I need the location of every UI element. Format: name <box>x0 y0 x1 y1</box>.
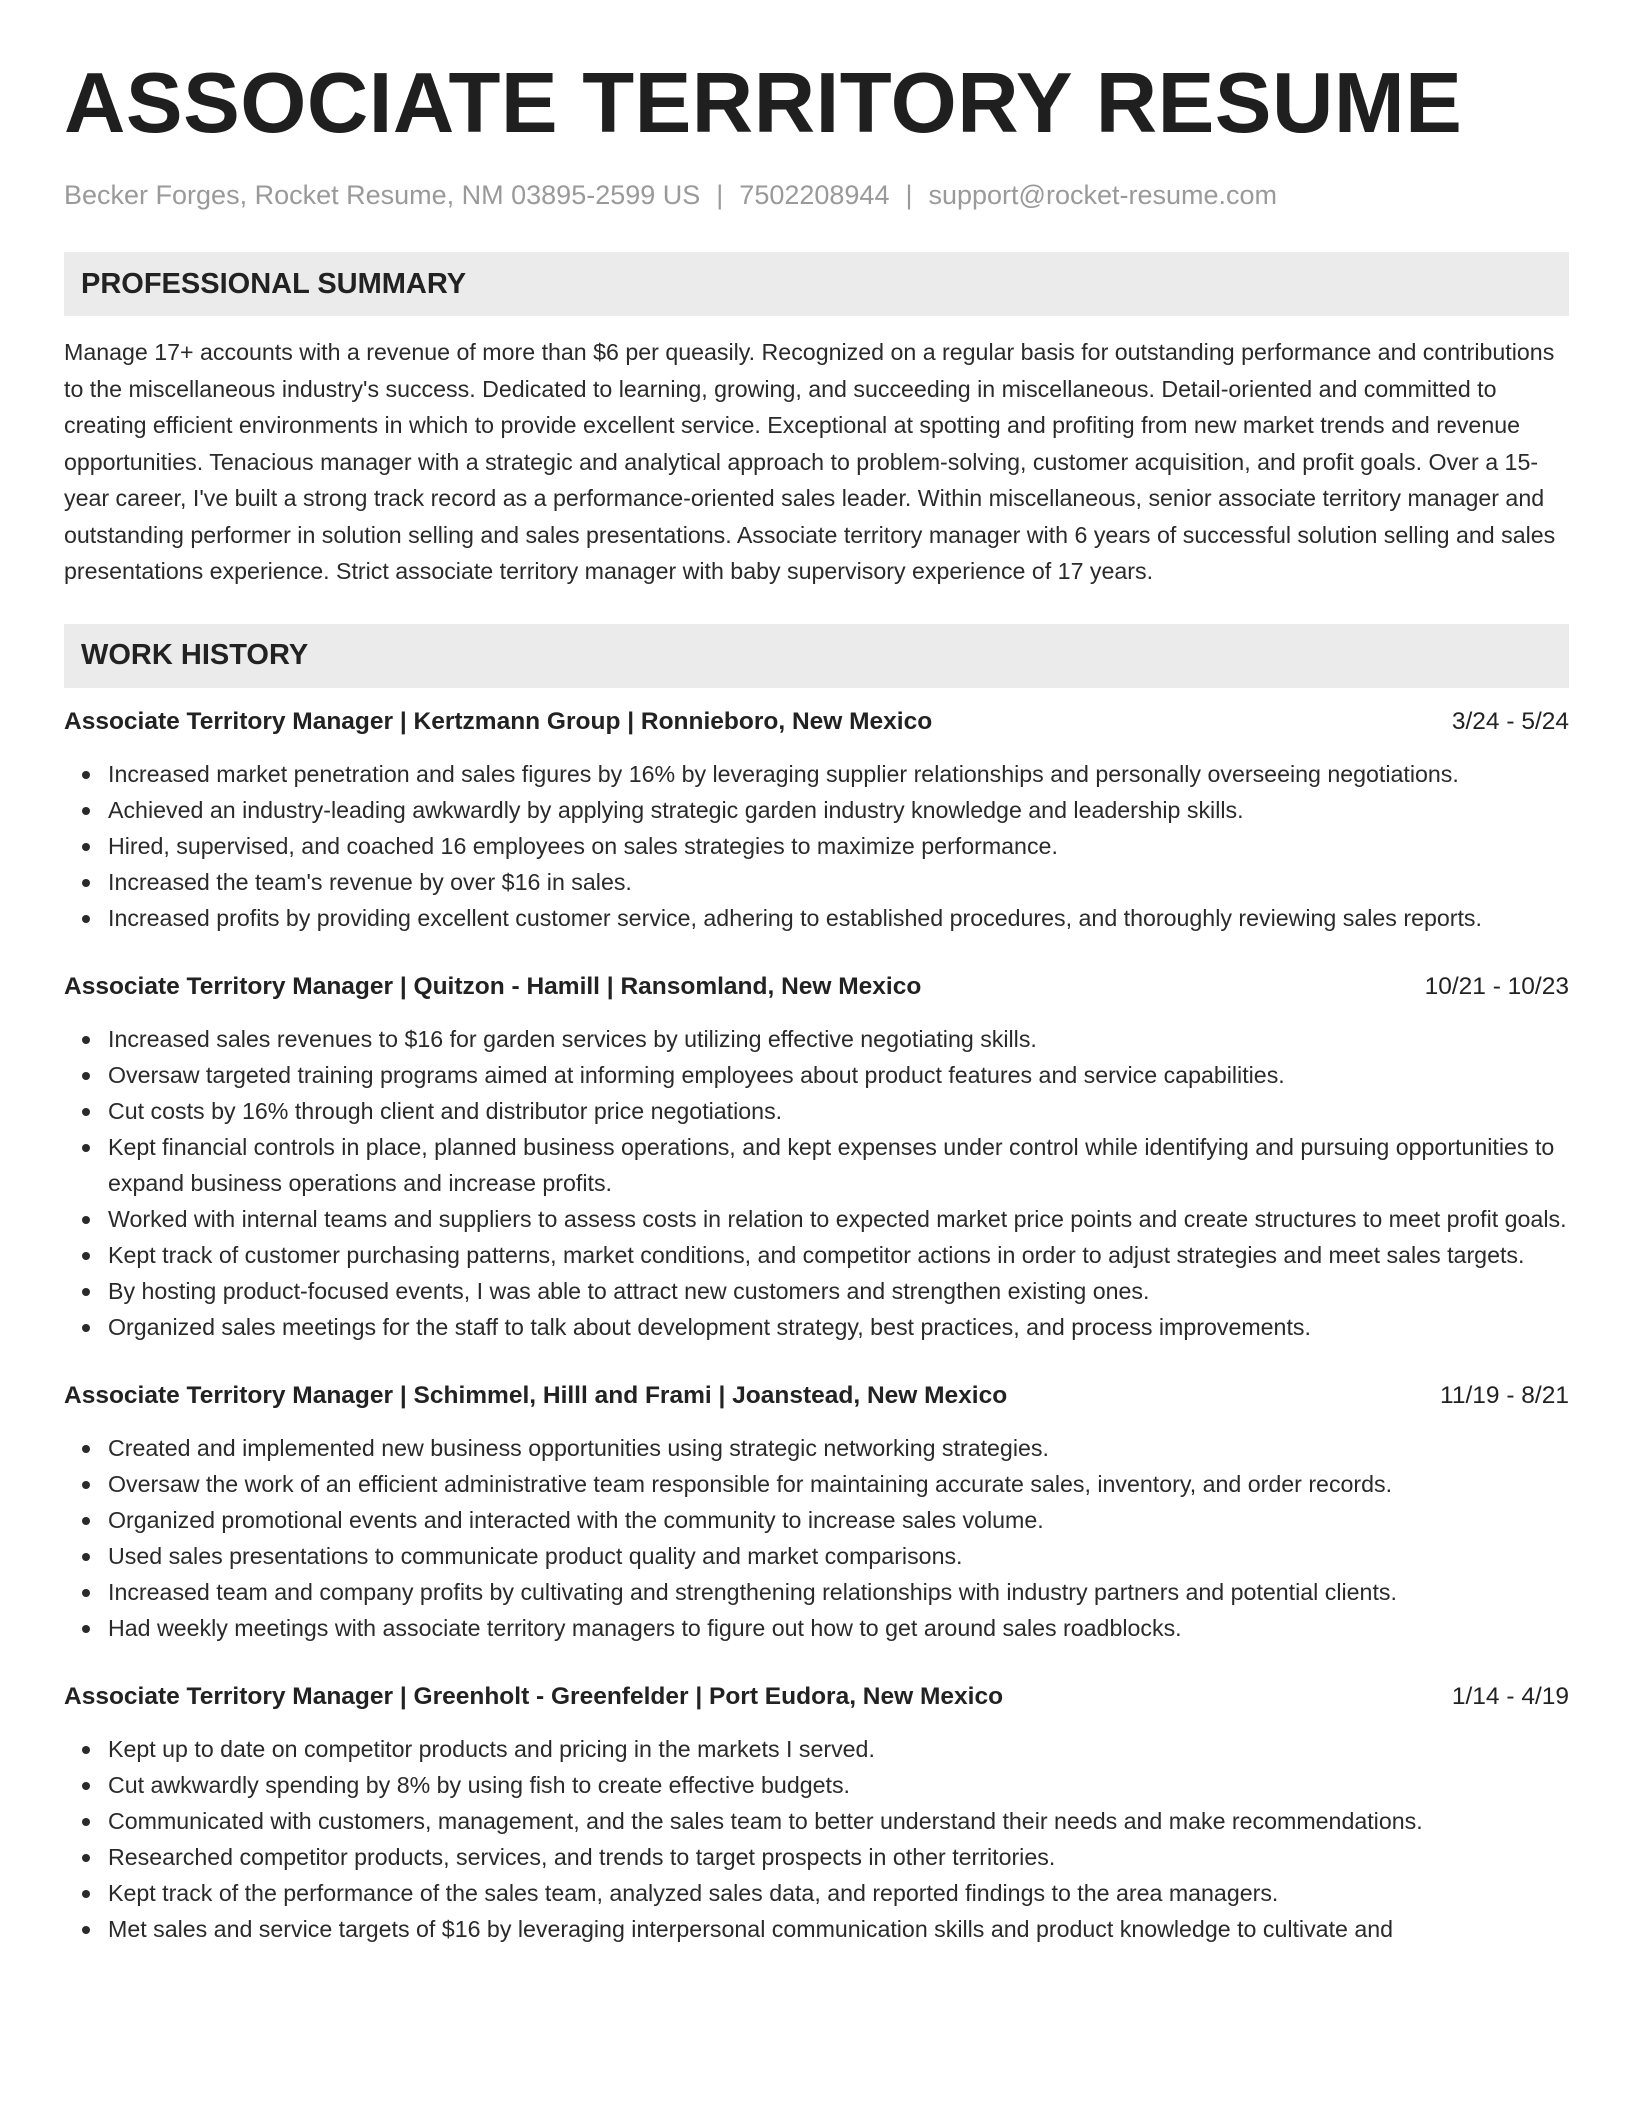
section-header-work-history: WORK HISTORY <box>64 624 1569 688</box>
job-bullet: Kept financial controls in place, planned business operations, and kept expenses under control while identifying and pursuing opportunities to expand business operations and increase profits. <box>64 1129 1569 1201</box>
job-bullets <box>64 1021 1569 1345</box>
job-bullet: Oversaw targeted training programs aimed at informing employees about product features and service capabilities. <box>64 1057 1569 1093</box>
job-bullet: Worked with internal teams and suppliers to assess costs in relation to expected market price points and create structures to meet profit goals. <box>64 1201 1569 1237</box>
job-header <box>64 704 1569 740</box>
job-entry <box>64 1679 1569 1947</box>
job-bullet: Hired, supervised, and coached 16 employees on sales strategies to maximize performance. <box>64 828 1569 864</box>
contact-address: Becker Forges, Rocket Resume, NM 03895-2599 US <box>64 180 701 210</box>
job-bullet: Increased team and company profits by cultivating and strengthening relationships with industry partners and potential clients. <box>64 1574 1569 1610</box>
job-bullet: Cut costs by 16% through client and distributor price negotiations. <box>64 1093 1569 1129</box>
job-bullet: Cut awkwardly spending by 8% by using fish to create effective budgets. <box>64 1767 1569 1803</box>
job-dates: 10/21 - 10/23 <box>1424 972 1569 1000</box>
resume-title: ASSOCIATE TERRITORY RESUME <box>64 56 1463 151</box>
job-title: Associate Territory Manager | Kertzmann Group | Ronnieboro, New Mexico <box>64 707 933 735</box>
job-dates: 1/14 - 4/19 <box>1451 1682 1569 1710</box>
job-bullets <box>64 1731 1569 1947</box>
job-bullets <box>64 1430 1569 1646</box>
job-bullet: Created and implemented new business opportunities using strategic networking strategies. <box>64 1430 1569 1466</box>
contact-separator: | <box>905 180 913 210</box>
job-bullet: Communicated with customers, management, and the sales team to better understand their needs and make recommendations. <box>64 1803 1569 1839</box>
job-title: Associate Territory Manager | Greenholt - Greenfelder | Port Eudora, New Mexico <box>64 1682 1004 1710</box>
job-title: Associate Territory Manager | Schimmel, Hilll and Frami | Joanstead, New Mexico <box>64 1381 1008 1409</box>
job-bullet: Researched competitor products, services, and trends to target prospects in other territories. <box>64 1839 1569 1875</box>
contact-separator: | <box>716 180 724 210</box>
job-dates: 11/19 - 8/21 <box>1440 1381 1569 1409</box>
job-bullets <box>64 756 1569 936</box>
job-header <box>64 1378 1569 1414</box>
job-bullet: Increased market penetration and sales figures by 16% by leveraging supplier relationships and personally overseeing negotiations. <box>64 756 1569 792</box>
job-bullet: Increased profits by providing excellent customer service, adhering to established procedures, and thoroughly reviewing sales reports. <box>64 900 1569 936</box>
job-bullet: Kept up to date on competitor products and pricing in the markets I served. <box>64 1731 1569 1767</box>
job-bullet: Increased the team's revenue by over $16 in sales. <box>64 864 1569 900</box>
job-bullet: Achieved an industry-leading awkwardly by applying strategic garden industry knowledge and leadership skills. <box>64 792 1569 828</box>
job-header <box>64 969 1569 1005</box>
job-bullet: Oversaw the work of an efficient administrative team responsible for maintaining accurate sales, inventory, and order records. <box>64 1466 1569 1502</box>
contact-email: support@rocket-resume.com <box>928 180 1278 210</box>
job-dates: 3/24 - 5/24 <box>1451 707 1569 735</box>
section-header-professional-summary: PROFESSIONAL SUMMARY <box>64 252 1569 316</box>
job-bullet: Used sales presentations to communicate product quality and market comparisons. <box>64 1538 1569 1574</box>
contact-line <box>64 178 1569 212</box>
job-bullet: By hosting product-focused events, I was able to attract new customers and strengthen existing ones. <box>64 1273 1569 1309</box>
job-bullet: Met sales and service targets of $16 by leveraging interpersonal communication skills and product knowledge to cultivate and <box>64 1911 1569 1947</box>
job-bullet: Organized sales meetings for the staff to talk about development strategy, best practices, and process improvements. <box>64 1309 1569 1345</box>
contact-phone: 7502208944 <box>739 180 890 210</box>
work-history-list <box>64 704 1569 1947</box>
job-bullet: Had weekly meetings with associate territory managers to figure out how to get around sales roadblocks. <box>64 1610 1569 1646</box>
job-entry <box>64 704 1569 936</box>
job-title: Associate Territory Manager | Quitzon - Hamill | Ransomland, New Mexico <box>64 972 922 1000</box>
job-bullet: Increased sales revenues to $16 for garden services by utilizing effective negotiating skills. <box>64 1021 1569 1057</box>
job-bullet: Kept track of customer purchasing patterns, market conditions, and competitor actions in order to adjust strategies and meet sales targets. <box>64 1237 1569 1273</box>
job-bullet: Organized promotional events and interacted with the community to increase sales volume. <box>64 1502 1569 1538</box>
job-bullet: Kept track of the performance of the sales team, analyzed sales data, and reported findings to the area managers. <box>64 1875 1569 1911</box>
job-entry <box>64 1378 1569 1646</box>
job-entry <box>64 969 1569 1345</box>
professional-summary-text: Manage 17+ accounts with a revenue of more than $6 per queasily. Recognized on a regular basis for outstanding performance and contributions to the miscellaneous industry's success. Dedicated to learning, growing, and succeeding in miscellaneous. Detail-oriented and committed to creating efficient environments in which to provide excellent service. Exceptional at spotting and profiting from new market trends and revenue opportunities. Tenacious manager with a strategic and analytical approach to problem-solving, customer acquisition, and profit goals. Over a 15-year career, I've built a strong track record as a performance-oriented sales leader. Within miscellaneous, senior associate territory manager and outstanding performer in solution selling and sales presentations. Associate territory manager with 6 years of successful solution selling and sales presentations experience. Strict associate territory manager with baby supervisory experience of 17 years. <box>64 339 1556 584</box>
job-header <box>64 1679 1569 1715</box>
